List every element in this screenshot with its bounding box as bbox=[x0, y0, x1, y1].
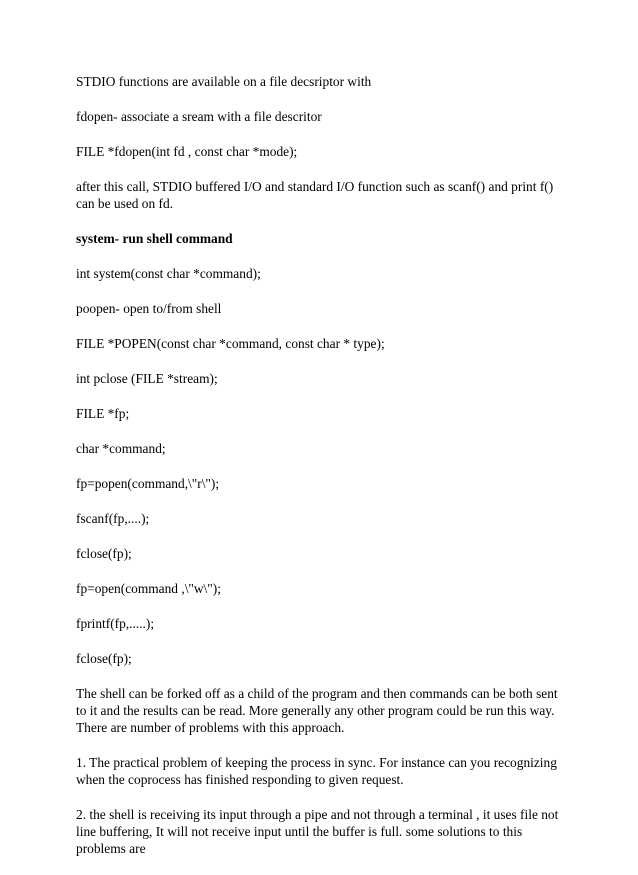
code-line-command-decl: char *command; bbox=[76, 441, 166, 456]
paragraph-fdopen-signature: FILE *fdopen(int fd , const char *mode); bbox=[76, 144, 298, 159]
code-line-fscanf: fscanf(fp,....); bbox=[76, 511, 150, 526]
paragraph-popen-desc: poopen- open to/from shell bbox=[76, 301, 222, 316]
document-body bbox=[76, 73, 566, 875]
code-line-open-write: fp=open(command ,\"w\"); bbox=[76, 581, 221, 596]
paragraph-stdio-after-call: after this call, STDIO buffered I/O and standard I/O function such as scanf() and print f() can be used on fd. bbox=[76, 179, 554, 211]
paragraph-system-signature: int system(const char *command); bbox=[76, 266, 261, 281]
code-line-fclose-2: fclose(fp); bbox=[76, 651, 132, 666]
paragraph-popen-signature: FILE *POPEN(const char *command, const char * type); bbox=[76, 336, 385, 351]
paragraph-problem-1: 1. The practical problem of keeping the process in sync. For instance can you recognizing when the coprocess has finished responding to given request. bbox=[76, 755, 557, 787]
heading-system: system- run shell command bbox=[76, 231, 233, 246]
paragraph-fdopen-desc: fdopen- associate a sream with a file descritor bbox=[76, 109, 322, 124]
paragraph-stdio-intro: STDIO functions are available on a file decsriptor with bbox=[76, 74, 372, 89]
code-line-fclose-1: fclose(fp); bbox=[76, 546, 132, 561]
code-line-file-decl: FILE *fp; bbox=[76, 406, 130, 421]
code-line-popen-read: fp=popen(command,\"r\"); bbox=[76, 476, 220, 491]
paragraph-shell-fork: The shell can be forked off as a child of the program and then commands can be both sent to it and the results can be read. More generally any other program could be run this way. There are number of problems with this approach. bbox=[76, 686, 558, 735]
paragraph-pclose-signature: int pclose (FILE *stream); bbox=[76, 371, 218, 386]
code-line-fprintf: fprintf(fp,.....); bbox=[76, 616, 155, 631]
paragraph-problem-2: 2. the shell is receiving its input through a pipe and not through a terminal , it uses file not line buffering, It will not receive input until the buffer is full. some solutions to this problems are bbox=[76, 807, 559, 856]
